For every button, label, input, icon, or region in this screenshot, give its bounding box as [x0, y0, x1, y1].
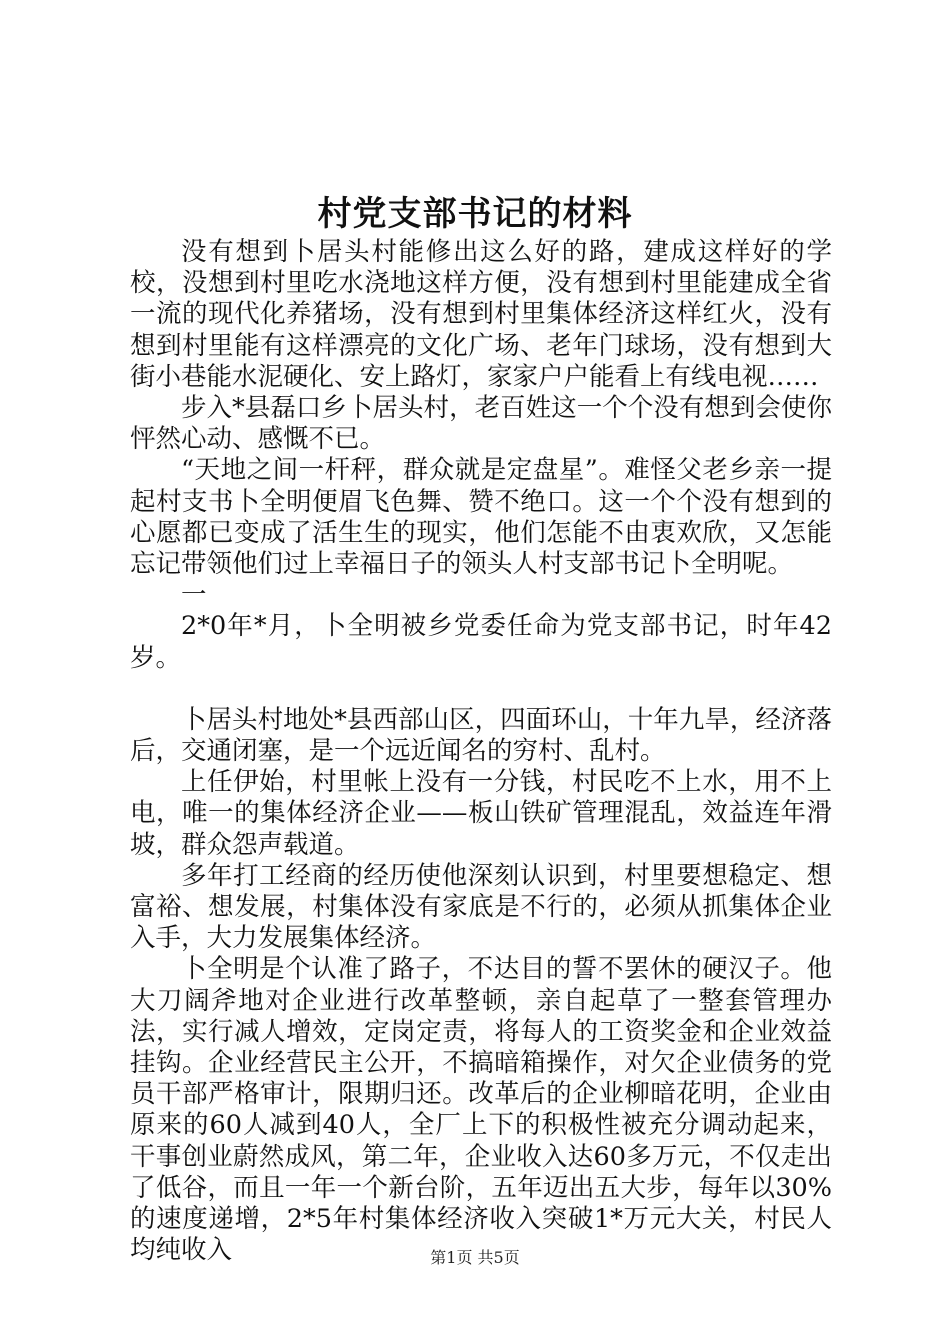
paragraph-6: 上任伊始，村里帐上没有一分钱，村民吃不上水，用不上电，唯一的集体经济企业——板山铁矿管理混乱，效益连年滑坡，群众怨声载道。	[130, 767, 832, 860]
document-body	[130, 237, 832, 1267]
paragraph-8: 卜全明是个认准了路子，不达目的誓不罢休的硬汉子。他大刀阔斧地对企业进行改革整顿，亲自起草了一整套管理办法，实行减人增效，定岗定责，将每人的工资奖金和企业效益挂钩。企业经营民主公开，不搞暗箱操作，对欠企业债务的党员干部严格审计，限期归还。改革后的企业柳暗花明，企业由原来的60人减到40人，全厂上下的积极性被充分调动起来，干事创业蔚然成风，第二年，企业收入达60多万元，不仅走出了低谷，而且一年一个新台阶，五年迈出五大步，每年以30%的速度递增，2*5年村集体经济收入突破1*万元大关，村民人均纯收入	[130, 954, 832, 1266]
paragraph-3: “天地之间一杆秤，群众就是定盘星”。难怪父老乡亲一提起村支书卜全明便眉飞色舞、赞不绝口。这一个个没有想到的心愿都已变成了活生生的现实，他们怎能不由衷欢欣，又怎能忘记带领他们过上幸福日子的领头人村支部书记卜全明呢。	[130, 455, 832, 580]
paragraph-7: 多年打工经商的经历使他深刻认识到，村里要想稳定、想富裕、想发展，村集体没有家底是不行的，必须从抓集体企业入手，大力发展集体经济。	[130, 860, 832, 954]
paragraph-5: 卜居头村地处*县西部山区，四面环山，十年九旱，经济落后，交通闭塞，是一个远近闻名的穷村、乱村。	[130, 704, 832, 767]
paragraph-1: 没有想到卜居头村能修出这么好的路，建成这样好的学校，没想到村里吃水浇地这样方便，没有想到村里能建成全省一流的现代化养猪场，没有想到村里集体经济这样红火，没有想到村里能有这样漂亮的文化广场、老年门球场，没有想到大街小巷能水泥硬化、安上路灯，家家户户能看上有线电视……	[130, 237, 832, 392]
page-footer: 第1页 共5页	[430, 1248, 520, 1267]
document-title: 村党支部书记的材料	[317, 194, 633, 234]
paragraph-4: 2*0年*月，卜全明被乡党委任命为党支部书记，时年42岁。	[130, 611, 832, 673]
paragraph-2: 步入*县磊口乡卜居头村，老百姓这一个个没有想到会使你怦然心动、感慨不已。	[130, 393, 832, 455]
section-number: 一	[181, 580, 207, 611]
